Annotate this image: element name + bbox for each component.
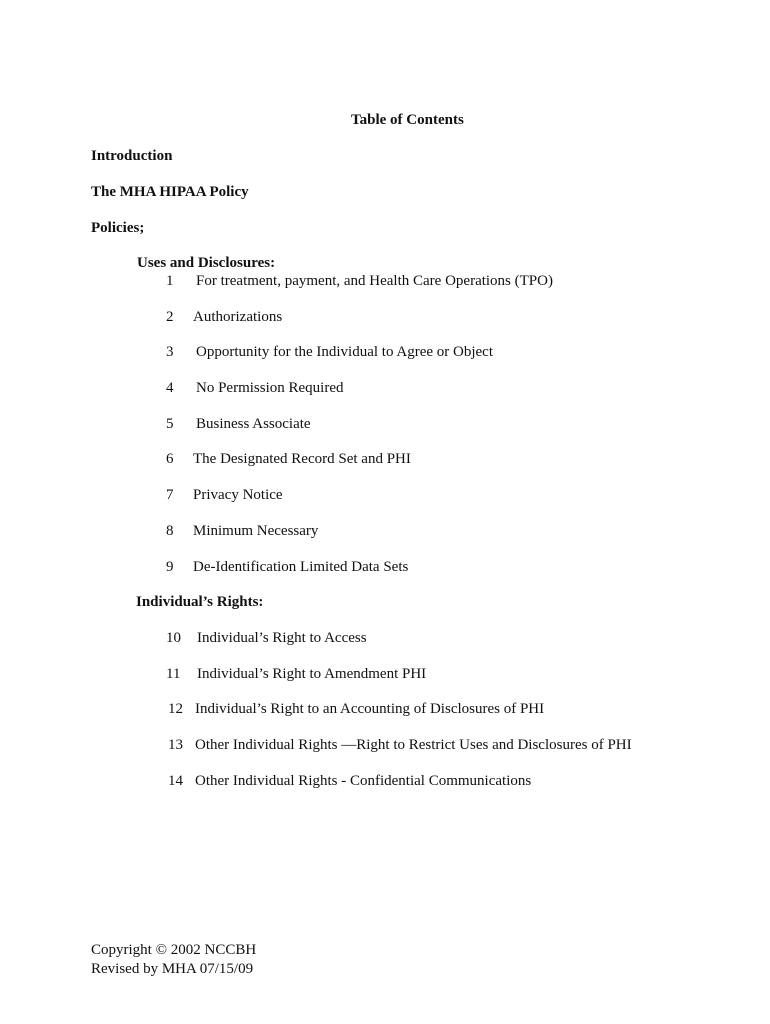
toc-entry-number: 7: [166, 487, 174, 503]
toc-entry-label: Other Individual Rights - Confidential Communications: [195, 773, 532, 789]
toc-entry-number: 11: [166, 666, 181, 682]
toc-entry-number: 4: [166, 380, 174, 396]
toc-entry: [168, 738, 688, 756]
section-heading-uses-disclosures: Uses and Disclosures:: [137, 255, 276, 271]
toc-entry: [166, 417, 686, 435]
toc-entry: [166, 488, 686, 506]
footer-copyright: Copyright © 2002 NCCBH: [91, 942, 257, 958]
toc-entry-number: 12: [168, 701, 183, 717]
toc-entry-number: 9: [166, 559, 174, 575]
toc-entry-label: Individual’s Right to an Accounting of Disclosures of PHI: [195, 701, 545, 717]
page-title: Table of Contents: [351, 112, 464, 128]
toc-entry-label: Opportunity for the Individual to Agree or Object: [196, 344, 494, 360]
toc-entry-number: 6: [166, 451, 174, 467]
toc-entry-label: Business Associate: [196, 416, 311, 432]
heading-introduction: Introduction: [91, 148, 173, 164]
toc-entry: [166, 631, 686, 649]
toc-entry: [168, 774, 688, 792]
toc-entry-number: 10: [166, 630, 181, 646]
section-heading-individual-rights: Individual’s Rights:: [136, 594, 264, 610]
toc-entry-label: Privacy Notice: [193, 487, 283, 503]
toc-entry: [166, 345, 686, 363]
toc-entry: [168, 702, 688, 720]
toc-entry-label: Other Individual Rights —Right to Restrict Uses and Disclosures of PHI: [195, 737, 632, 753]
toc-entry-number: 2: [166, 309, 174, 325]
toc-entry: [166, 667, 686, 685]
toc-entry-number: 14: [168, 773, 183, 789]
toc-entry-number: 5: [166, 416, 174, 432]
heading-policy: The MHA HIPAA Policy: [91, 184, 249, 200]
toc-entry: [166, 381, 686, 399]
toc-entry-label: Individual’s Right to Access: [197, 630, 367, 646]
toc-entry-label: No Permission Required: [196, 380, 344, 396]
heading-policies: Policies;: [91, 220, 145, 236]
toc-entry-number: 1: [166, 273, 174, 289]
toc-entry: [166, 560, 686, 578]
toc-entry-label: Authorizations: [193, 309, 283, 325]
footer-revised: Revised by MHA 07/15/09: [91, 961, 254, 977]
toc-entry-label: De-Identification Limited Data Sets: [193, 559, 409, 575]
toc-entry-label: For treatment, payment, and Health Care Operations (TPO): [196, 273, 553, 289]
toc-entry-label: Minimum Necessary: [193, 523, 319, 539]
toc-entry: [166, 274, 686, 292]
toc-entry: [166, 310, 686, 328]
toc-entry-number: 13: [168, 737, 183, 753]
toc-entry-number: 8: [166, 523, 174, 539]
toc-entry-label: Individual’s Right to Amendment PHI: [197, 666, 427, 682]
toc-entry: [166, 524, 686, 542]
toc-entry: [166, 452, 686, 470]
toc-entry-label: The Designated Record Set and PHI: [193, 451, 411, 467]
toc-entry-number: 3: [166, 344, 174, 360]
